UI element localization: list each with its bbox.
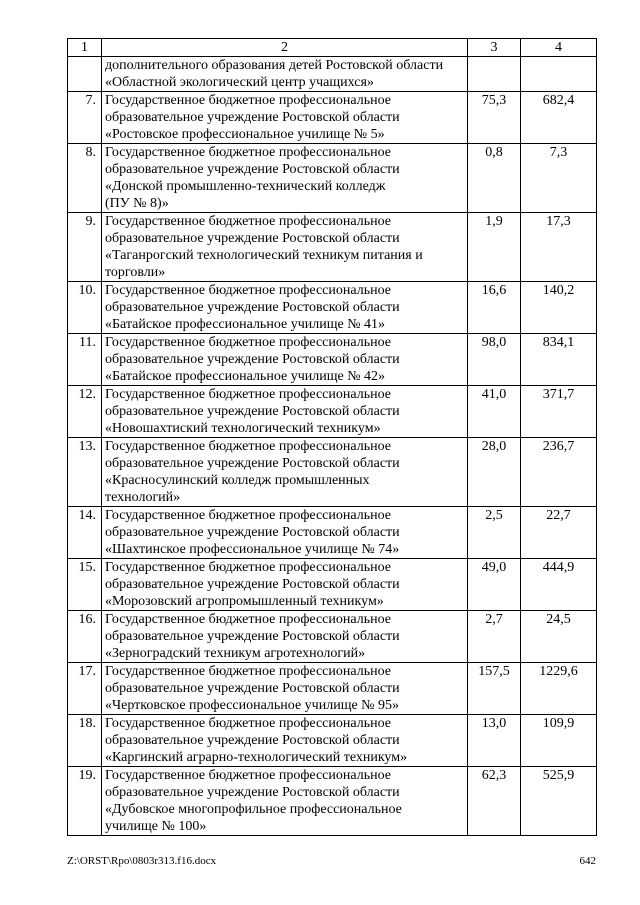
- value-col-3: 75,3: [468, 92, 521, 144]
- row-number: 17.: [68, 663, 102, 715]
- table-body: [68, 57, 597, 836]
- institution-name: [102, 438, 468, 507]
- name-line: образовательное учреждение Ростовской области: [105, 162, 400, 177]
- value-col-4: 236,7: [521, 438, 597, 507]
- name-line: «Морозовский агропромышленный техникум»: [105, 594, 384, 609]
- value-col-3: 157,5: [468, 663, 521, 715]
- value-col-3: 28,0: [468, 438, 521, 507]
- table-row: [68, 663, 597, 715]
- institution-name: [102, 386, 468, 438]
- institution-name: [102, 507, 468, 559]
- value-col-4: 525,9: [521, 767, 597, 836]
- value-col-4: 24,5: [521, 611, 597, 663]
- name-line: Государственное бюджетное профессиональное: [105, 439, 391, 454]
- footer-page-number: 642: [579, 855, 596, 867]
- table-row: [68, 386, 597, 438]
- value-col-4: 682,4: [521, 92, 597, 144]
- footer-file-path: Z:\ORST\Rpo\0803r313.f16.docx: [67, 855, 217, 867]
- table-row: [68, 438, 597, 507]
- row-number: 14.: [68, 507, 102, 559]
- institution-name: [102, 92, 468, 144]
- header-col-1: 1: [68, 39, 102, 57]
- name-line: образовательное учреждение Ростовской области: [105, 577, 400, 592]
- table-row: [68, 144, 597, 213]
- name-line: образовательное учреждение Ростовской области: [105, 456, 400, 471]
- table-row: [68, 92, 597, 144]
- name-line: Государственное бюджетное профессиональное: [105, 716, 391, 731]
- name-line: Государственное бюджетное профессиональное: [105, 145, 391, 160]
- name-line: образовательное учреждение Ростовской области: [105, 681, 400, 696]
- name-line: Государственное бюджетное профессиональное: [105, 335, 391, 350]
- name-line: Государственное бюджетное профессиональное: [105, 283, 391, 298]
- value-col-4: 1229,6: [521, 663, 597, 715]
- institution-name: [102, 334, 468, 386]
- name-line: образовательное учреждение Ростовской области: [105, 785, 400, 800]
- name-line: Государственное бюджетное профессиональное: [105, 387, 391, 402]
- value-col-3: 2,7: [468, 611, 521, 663]
- name-line: «Шахтинское профессиональное училище № 74»: [105, 542, 400, 557]
- continuation-num: [68, 57, 102, 92]
- name-line: дополнительного образования детей Ростовской области: [105, 58, 444, 73]
- value-col-3: 41,0: [468, 386, 521, 438]
- name-line: «Областной экологический центр учащихся»: [105, 75, 374, 90]
- continuation-value-4: [521, 57, 597, 92]
- header-col-3: 3: [468, 39, 521, 57]
- institution-name: [102, 559, 468, 611]
- institution-name: [102, 715, 468, 767]
- value-col-3: 49,0: [468, 559, 521, 611]
- value-col-4: 371,7: [521, 386, 597, 438]
- name-line: училище № 100»: [105, 819, 207, 834]
- value-col-4: 834,1: [521, 334, 597, 386]
- table-row: [68, 611, 597, 663]
- name-line: «Красносулинский колледж промышленных: [105, 473, 370, 488]
- table-row: [68, 715, 597, 767]
- value-col-4: 7,3: [521, 144, 597, 213]
- name-line: торговли»: [105, 265, 166, 280]
- name-line: образовательное учреждение Ростовской области: [105, 352, 400, 367]
- header-col-4: 4: [521, 39, 597, 57]
- table-row: [68, 282, 597, 334]
- row-number: 16.: [68, 611, 102, 663]
- table-row: [68, 213, 597, 282]
- name-line: образовательное учреждение Ростовской области: [105, 629, 400, 644]
- name-line: «Батайское профессиональное училище № 42»: [105, 369, 386, 384]
- value-col-3: 16,6: [468, 282, 521, 334]
- name-line: образовательное учреждение Ростовской области: [105, 525, 400, 540]
- value-col-4: 444,9: [521, 559, 597, 611]
- name-line: технологий»: [105, 490, 181, 505]
- row-number: 10.: [68, 282, 102, 334]
- institution-name: [102, 144, 468, 213]
- value-col-3: 98,0: [468, 334, 521, 386]
- row-number: 12.: [68, 386, 102, 438]
- name-line: (ПУ № 8)»: [105, 196, 169, 211]
- value-col-3: 0,8: [468, 144, 521, 213]
- row-number: 13.: [68, 438, 102, 507]
- name-line: Государственное бюджетное профессиональное: [105, 214, 391, 229]
- name-line: «Новошахтиский технологический техникум»: [105, 421, 381, 436]
- name-line: образовательное учреждение Ростовской области: [105, 110, 400, 125]
- table-row: [68, 767, 597, 836]
- value-col-3: 62,3: [468, 767, 521, 836]
- institution-name: [102, 213, 468, 282]
- name-line: образовательное учреждение Ростовской области: [105, 231, 400, 246]
- row-number: 7.: [68, 92, 102, 144]
- header-row: [68, 39, 597, 57]
- value-col-3: 1,9: [468, 213, 521, 282]
- name-line: «Дубовское многопрофильное профессиональное: [105, 802, 402, 817]
- name-line: «Чертковское профессиональное училище № 95»: [105, 698, 400, 713]
- value-col-3: 13,0: [468, 715, 521, 767]
- value-col-3: 2,5: [468, 507, 521, 559]
- table-row: [68, 334, 597, 386]
- name-line: Государственное бюджетное профессиональное: [105, 768, 391, 783]
- name-line: «Каргинский аграрно-технологический техникум»: [105, 750, 408, 765]
- row-number: 11.: [68, 334, 102, 386]
- name-line: «Донской промышленно-технический колледж: [105, 179, 386, 194]
- name-line: образовательное учреждение Ростовской области: [105, 404, 400, 419]
- name-line: «Ростовское профессиональное училище № 5»: [105, 127, 385, 142]
- row-number: 9.: [68, 213, 102, 282]
- continuation-row: [68, 57, 597, 92]
- continuation-value-3: [468, 57, 521, 92]
- value-col-4: 17,3: [521, 213, 597, 282]
- table-header: [68, 39, 597, 57]
- row-number: 8.: [68, 144, 102, 213]
- value-col-4: 140,2: [521, 282, 597, 334]
- name-line: Государственное бюджетное профессиональное: [105, 93, 391, 108]
- name-line: Государственное бюджетное профессиональное: [105, 612, 391, 627]
- continuation-name: [102, 57, 468, 92]
- header-col-2: 2: [102, 39, 468, 57]
- name-line: образовательное учреждение Ростовской области: [105, 733, 400, 748]
- name-line: «Батайское профессиональное училище № 41»: [105, 317, 386, 332]
- name-line: Государственное бюджетное профессиональное: [105, 508, 391, 523]
- name-line: образовательное учреждение Ростовской области: [105, 300, 400, 315]
- value-col-4: 22,7: [521, 507, 597, 559]
- institution-name: [102, 611, 468, 663]
- budget-table: [67, 38, 597, 836]
- row-number: 18.: [68, 715, 102, 767]
- name-line: Государственное бюджетное профессиональное: [105, 664, 391, 679]
- institution-name: [102, 663, 468, 715]
- name-line: Государственное бюджетное профессиональное: [105, 560, 391, 575]
- institution-name: [102, 767, 468, 836]
- table-row: [68, 507, 597, 559]
- row-number: 15.: [68, 559, 102, 611]
- row-number: 19.: [68, 767, 102, 836]
- institution-name: [102, 282, 468, 334]
- name-line: «Таганрогский технологический техникум питания и: [105, 248, 423, 263]
- table-row: [68, 559, 597, 611]
- name-line: «Зерноградский техникум агротехнологий»: [105, 646, 366, 661]
- value-col-4: 109,9: [521, 715, 597, 767]
